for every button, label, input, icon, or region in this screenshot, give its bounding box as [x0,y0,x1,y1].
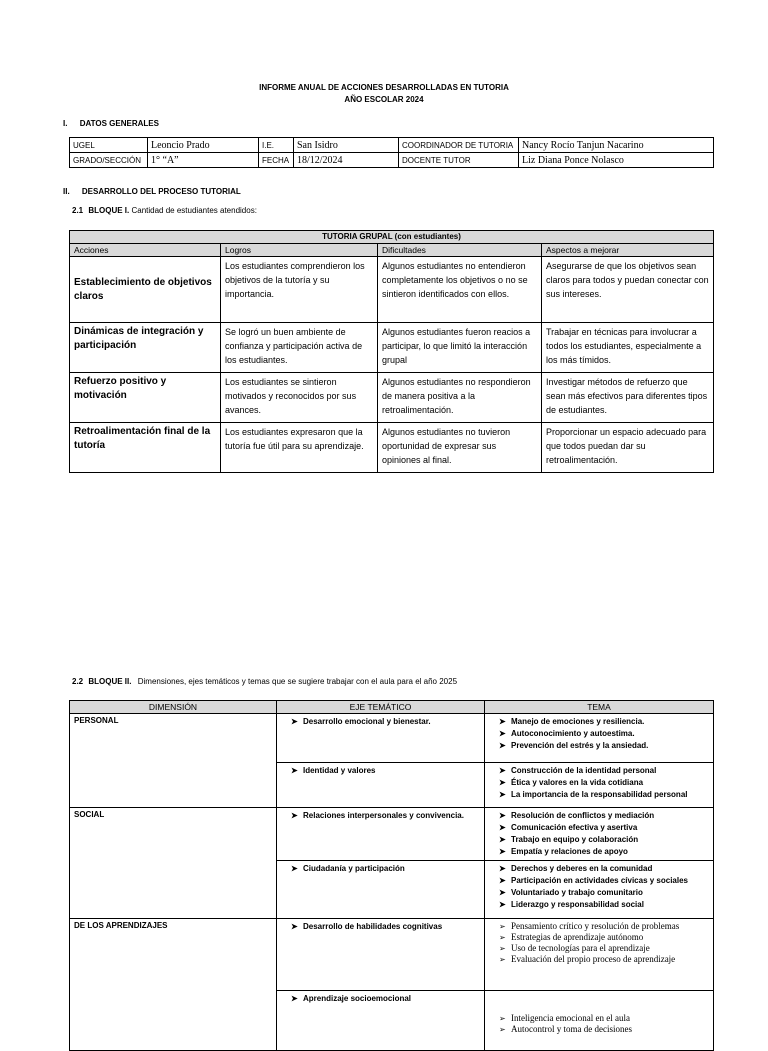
section-1-heading [63,119,159,128]
action-cell: Establecimiento de objetivos claros [70,257,221,323]
subsection-number: 2.2 [72,677,84,686]
list-item: ➤ Liderazgo y responsabilidad social [489,899,709,911]
action-cell: Dinámicas de integración y participación [70,323,221,373]
list-item: ➤ Empatía y relaciones de apoyo [489,846,709,858]
general-data-table [69,137,714,168]
ugel-label: UGEL [70,138,148,153]
ugel-value: Leoncio Prado [148,138,259,153]
table-title: TUTORIA GRUPAL (con estudiantes) [70,231,714,244]
list-item: ➤ Relaciones interpersonales y convivencia. [281,810,480,822]
topic-cell [485,919,714,991]
dimension-cell: PERSONAL [70,714,277,808]
achievement-cell: Los estudiantes comprendieron los objetivos de la tutoría y su importancia. [221,257,378,323]
subsection-text: Cantidad de estudiantes atendidos: [131,206,257,215]
column-header: Dificultades [378,244,542,257]
table-row [70,714,714,763]
table-row [70,257,714,323]
list-item: ➢ Estrategias de aprendizaje autónomo [489,932,709,943]
axis-cell [277,714,485,763]
bloque-2-heading [72,677,457,686]
axis-cell [277,991,485,1051]
axis-cell [277,919,485,991]
list-item: ➤ Derechos y deberes en la comunidad [489,863,709,875]
grade-label: GRADO/SECCIÓN [70,153,148,168]
list-item: ➤ Autoconocimiento y autoestima. [489,728,709,740]
subsection-label: BLOQUE II. [88,677,132,686]
list-item: ➢ Pensamiento crítico y resolución de problemas [489,921,709,932]
achievement-cell: Los estudiantes se sintieron motivados y reconocidos por sus avances. [221,373,378,423]
difficulty-cell: Algunos estudiantes no entendieron completamente los objetivos o no se sintieron identificados con ellos. [378,257,542,323]
column-header: EJE TEMÁTICO [277,701,485,714]
topic-cell [485,714,714,763]
improvement-cell: Investigar métodos de refuerzo que sean más efectivos para diferentes tipos de estudiantes. [542,373,714,423]
report-year: AÑO ESCOLAR 2024 [344,95,424,104]
table-header-row [70,244,714,257]
subsection-number: 2.1 [72,206,84,215]
column-header: Logros [221,244,378,257]
date-value: 18/12/2024 [294,153,399,168]
difficulty-cell: Algunos estudiantes fueron reacios a participar, lo que limitó la interacción grupal [378,323,542,373]
achievement-cell: Los estudiantes expresaron que la tutoría fue útil para su aprendizaje. [221,423,378,473]
action-cell: Retroalimentación final de la tutoría [70,423,221,473]
tutor-label: DOCENTE TUTOR [399,153,519,168]
axis-cell [277,763,485,808]
table-row [70,373,714,423]
list-item: ➤ Resolución de conflictos y mediación [489,810,709,822]
section-title: DATOS GENERALES [79,119,159,128]
list-item: ➤ Comunicación efectiva y asertiva [489,822,709,834]
list-item: ➤ Ciudadanía y participación [281,863,480,875]
group-tutoring-table [69,230,714,473]
action-cell: Refuerzo positivo y motivación [70,373,221,423]
column-header: TEMA [485,701,714,714]
axis-cell [277,808,485,861]
column-header: DIMENSIÓN [70,701,277,714]
list-item: ➢ Evaluación del propio proceso de aprendizaje [489,954,709,965]
improvement-cell: Trabajar en técnicas para involucrar a todos los estudiantes, especialmente a los más tímidos. [542,323,714,373]
column-header: Aspectos a mejorar [542,244,714,257]
list-item: ➤ Desarrollo emocional y bienestar. [281,716,480,728]
list-item: ➤ Participación en actividades cívicas y sociales [489,875,709,887]
table-row [70,919,714,991]
table-row [70,153,714,168]
improvement-cell: Asegurarse de que los objetivos sean claros para todos y puedan conectar con sus intereses. [542,257,714,323]
table-row [70,323,714,373]
list-item: ➤ Ética y valores en la vida cotidiana [489,777,709,789]
list-item: ➤ Desarrollo de habilidades cognitivas [281,921,480,933]
list-item: ➤ Identidad y valores [281,765,480,777]
list-item: ➤ Construcción de la identidad personal [489,765,709,777]
achievement-cell: Se logró un buen ambiente de confianza y participación activa de los estudiantes. [221,323,378,373]
table-row [70,138,714,153]
grade-value: 1° “A” [148,153,259,168]
difficulty-cell: Algunos estudiantes no tuvieron oportunidad de expresar sus opiniones al final. [378,423,542,473]
dimensions-table [69,700,714,1051]
difficulty-cell: Algunos estudiantes no respondieron de manera positiva a la retroalimentación. [378,373,542,423]
tutor-value: Liz Diana Ponce Nolasco [519,153,714,168]
list-item: ➤ La importancia de la responsabilidad personal [489,789,709,801]
subsection-text: Dimensiones, ejes temáticos y temas que se sugiere trabajar con el aula para el año 2025 [137,677,458,686]
list-item: ➢ Uso de tecnologías para el aprendizaje [489,943,709,954]
section-2-heading [63,187,241,196]
section-title: DESARROLLO DEL PROCESO TUTORIAL [81,187,241,196]
ie-label: I.E. [259,138,294,153]
topic-cell [485,808,714,861]
topic-cell [485,763,714,808]
dimension-cell: SOCIAL [70,808,277,919]
bloque-1-heading [72,206,257,215]
list-item: ➤ Prevención del estrés y la ansiedad. [489,740,709,752]
list-item: ➤ Trabajo en equipo y colaboración [489,834,709,846]
table-row [70,808,714,861]
subsection-label: BLOQUE I. [88,206,130,215]
coordinator-label: COORDINADOR DE TUTORIA [399,138,519,153]
section-number: II. [63,187,70,196]
list-item: ➢ Autocontrol y toma de decisiones [489,1024,709,1035]
list-item: ➢ Inteligencia emocional en el aula [489,1013,709,1024]
table-row [70,423,714,473]
coordinator-value: Nancy Rocío Tanjun Nacarino [519,138,714,153]
report-title: INFORME ANUAL DE ACCIONES DESARROLLADAS EN TUTORIA [259,83,509,92]
topic-cell [485,861,714,919]
axis-cell [277,861,485,919]
ie-value: San Isidro [294,138,399,153]
list-item: ➤ Manejo de emociones y resiliencia. [489,716,709,728]
dimension-cell: DE LOS APRENDIZAJES [70,919,277,1051]
section-number: I. [63,119,68,128]
date-label: FECHA [259,153,294,168]
list-item: ➤ Voluntariado y trabajo comunitario [489,887,709,899]
improvement-cell: Proporcionar un espacio adecuado para que todos puedan dar su retroalimentación. [542,423,714,473]
list-item: ➤ Aprendizaje socioemocional [281,993,480,1005]
table-header-row [70,701,714,714]
topic-cell [485,991,714,1051]
column-header: Acciones [70,244,221,257]
